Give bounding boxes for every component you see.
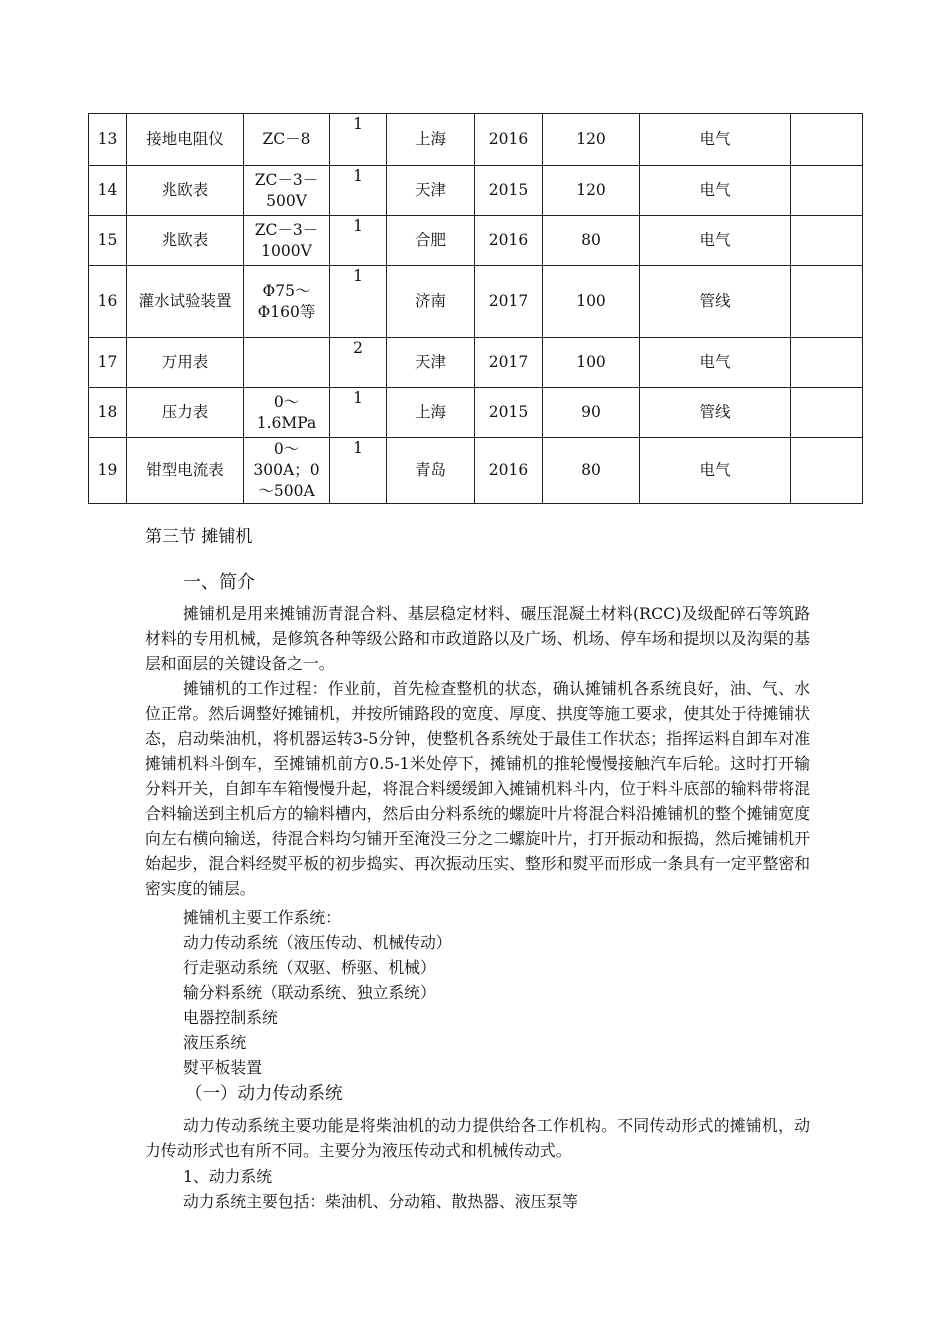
list-item: 动力传动系统（液压传动、机械传动） bbox=[183, 933, 452, 952]
cell-power: 90 bbox=[543, 388, 640, 438]
cell-use: 管线 bbox=[640, 266, 791, 338]
cell-place: 济南 bbox=[387, 266, 475, 338]
cell-model bbox=[244, 338, 330, 388]
cell-no: 16 bbox=[89, 266, 127, 338]
cell-name: 兆欧表 bbox=[127, 216, 244, 266]
cell-model: ZC－3－500V bbox=[244, 166, 330, 216]
subheading-power-system: 1、动力系统 bbox=[183, 1167, 273, 1186]
cell-power: 120 bbox=[543, 114, 640, 166]
table-row bbox=[89, 388, 863, 438]
cell-qty: 2 bbox=[330, 338, 387, 388]
cell-note bbox=[791, 216, 863, 266]
cell-qty: 1 bbox=[330, 266, 387, 338]
table-row bbox=[89, 216, 863, 266]
cell-name: 万用表 bbox=[127, 338, 244, 388]
cell-qty: 1 bbox=[330, 166, 387, 216]
paragraph-definition: 摊铺机是用来摊铺沥青混合料、基层稳定材料、碾压混凝土材料(RCC)及级配碎石等筑路材料的专用机械，是修筑各种等级公路和市政道路以及广场、机场、停车场和提坝以及沟渠的基层和面层的关键设备之一。 bbox=[145, 604, 810, 673]
table-row bbox=[89, 266, 863, 338]
equipment-table bbox=[88, 113, 863, 504]
cell-power: 100 bbox=[543, 266, 640, 338]
cell-place: 合肥 bbox=[387, 216, 475, 266]
cell-year: 2016 bbox=[475, 114, 543, 166]
cell-name: 兆欧表 bbox=[127, 166, 244, 216]
cell-power: 120 bbox=[543, 166, 640, 216]
cell-name: 压力表 bbox=[127, 388, 244, 438]
heading-intro: 一、简介 bbox=[183, 572, 255, 593]
cell-place: 青岛 bbox=[387, 438, 475, 504]
cell-use: 电气 bbox=[640, 438, 791, 504]
list-item: 液压系统 bbox=[183, 1033, 247, 1052]
cell-power: 80 bbox=[543, 216, 640, 266]
cell-qty: 1 bbox=[330, 388, 387, 438]
cell-note bbox=[791, 438, 863, 504]
cell-qty: 1 bbox=[330, 438, 387, 504]
cell-place: 天津 bbox=[387, 338, 475, 388]
cell-no: 19 bbox=[89, 438, 127, 504]
cell-note bbox=[791, 388, 863, 438]
paragraph-power: 动力传动系统主要功能是将柴油机的动力提供给各工作机构。不同传动形式的摊铺机，动力传动形式也有所不同。主要分为液压传动式和机械传动式。 bbox=[145, 1116, 810, 1160]
cell-qty: 1 bbox=[330, 114, 387, 166]
cell-model: ZC－3－1000V bbox=[244, 216, 330, 266]
power-text bbox=[145, 1113, 810, 1163]
cell-use: 电气 bbox=[640, 166, 791, 216]
cell-year: 2017 bbox=[475, 338, 543, 388]
cell-use: 电气 bbox=[640, 114, 791, 166]
cell-place: 天津 bbox=[387, 166, 475, 216]
cell-use: 电气 bbox=[640, 338, 791, 388]
cell-name: 接地电阻仪 bbox=[127, 114, 244, 166]
cell-place: 上海 bbox=[387, 114, 475, 166]
cell-name: 钳型电流表 bbox=[127, 438, 244, 504]
cell-model: ZC－8 bbox=[244, 114, 330, 166]
cell-power: 80 bbox=[543, 438, 640, 504]
cell-qty: 1 bbox=[330, 216, 387, 266]
list-item: 电器控制系统 bbox=[183, 1008, 278, 1027]
table-row bbox=[89, 338, 863, 388]
cell-use: 管线 bbox=[640, 388, 791, 438]
list-item: 熨平板装置 bbox=[183, 1058, 262, 1077]
cell-no: 15 bbox=[89, 216, 127, 266]
cell-note bbox=[791, 114, 863, 166]
cell-model: 0～300A；0～500A bbox=[244, 438, 330, 504]
cell-model: 0～1.6MPa bbox=[244, 388, 330, 438]
cell-use: 电气 bbox=[640, 216, 791, 266]
cell-year: 2016 bbox=[475, 216, 543, 266]
cell-note bbox=[791, 166, 863, 216]
cell-no: 14 bbox=[89, 166, 127, 216]
cell-year: 2016 bbox=[475, 438, 543, 504]
cell-no: 18 bbox=[89, 388, 127, 438]
cell-name: 灌水试验装置 bbox=[127, 266, 244, 338]
cell-note bbox=[791, 338, 863, 388]
cell-no: 13 bbox=[89, 114, 127, 166]
list-item: 输分料系统（联动系统、独立系统） bbox=[183, 983, 436, 1002]
cell-no: 17 bbox=[89, 338, 127, 388]
list-intro: 摊铺机主要工作系统： bbox=[183, 908, 341, 927]
cell-year: 2015 bbox=[475, 388, 543, 438]
table-row bbox=[89, 114, 863, 166]
table-row bbox=[89, 166, 863, 216]
cell-place: 上海 bbox=[387, 388, 475, 438]
cell-year: 2017 bbox=[475, 266, 543, 338]
cell-year: 2015 bbox=[475, 166, 543, 216]
intro-text bbox=[145, 601, 810, 901]
cell-power: 100 bbox=[543, 338, 640, 388]
list-item: 行走驱动系统（双驱、桥驱、机械） bbox=[183, 958, 436, 977]
cell-note bbox=[791, 266, 863, 338]
cell-model: Φ75～Φ160等 bbox=[244, 266, 330, 338]
table-row bbox=[89, 438, 863, 504]
power-system-text: 动力系统主要包括：柴油机、分动箱、散热器、液压泵等 bbox=[183, 1192, 578, 1211]
heading-power-transmission: （一）动力传动系统 bbox=[185, 1084, 343, 1104]
section-title: 第三节 摊铺机 bbox=[145, 527, 253, 547]
paragraph-process: 摊铺机的工作过程：作业前，首先检查整机的状态，确认摊铺机各系统良好，油、气、水位正常。然后调整好摊铺机，并按所铺路段的宽度、厚度、拱度等施工要求，使其处于待摊铺状态，启动柴油机，将机器运转3-5分钟，使整机各系统处于最佳工作状态；指挥运料自卸车对准摊铺机料斗倒车，至摊铺机前方0.5-1米处停下，摊铺机的推轮慢慢接触汽车后轮。这时打开输分料开关，自卸车车箱慢慢升起，将混合料缓缓卸入摊铺机料斗内，位于料斗底部的输料带将混合料输送到主机后方的输料槽内，然后由分料系统的螺旋叶片将混合料沿摊铺机的整个摊铺宽度向左右横向输送，待混合料均匀铺开至淹没三分之二螺旋叶片，打开振动和振捣，然后摊铺机开始起步，混合料经熨平板的初步捣实、再次振动压实、整形和熨平而形成一条具有一定平整密和密实度的铺层。 bbox=[145, 679, 810, 898]
